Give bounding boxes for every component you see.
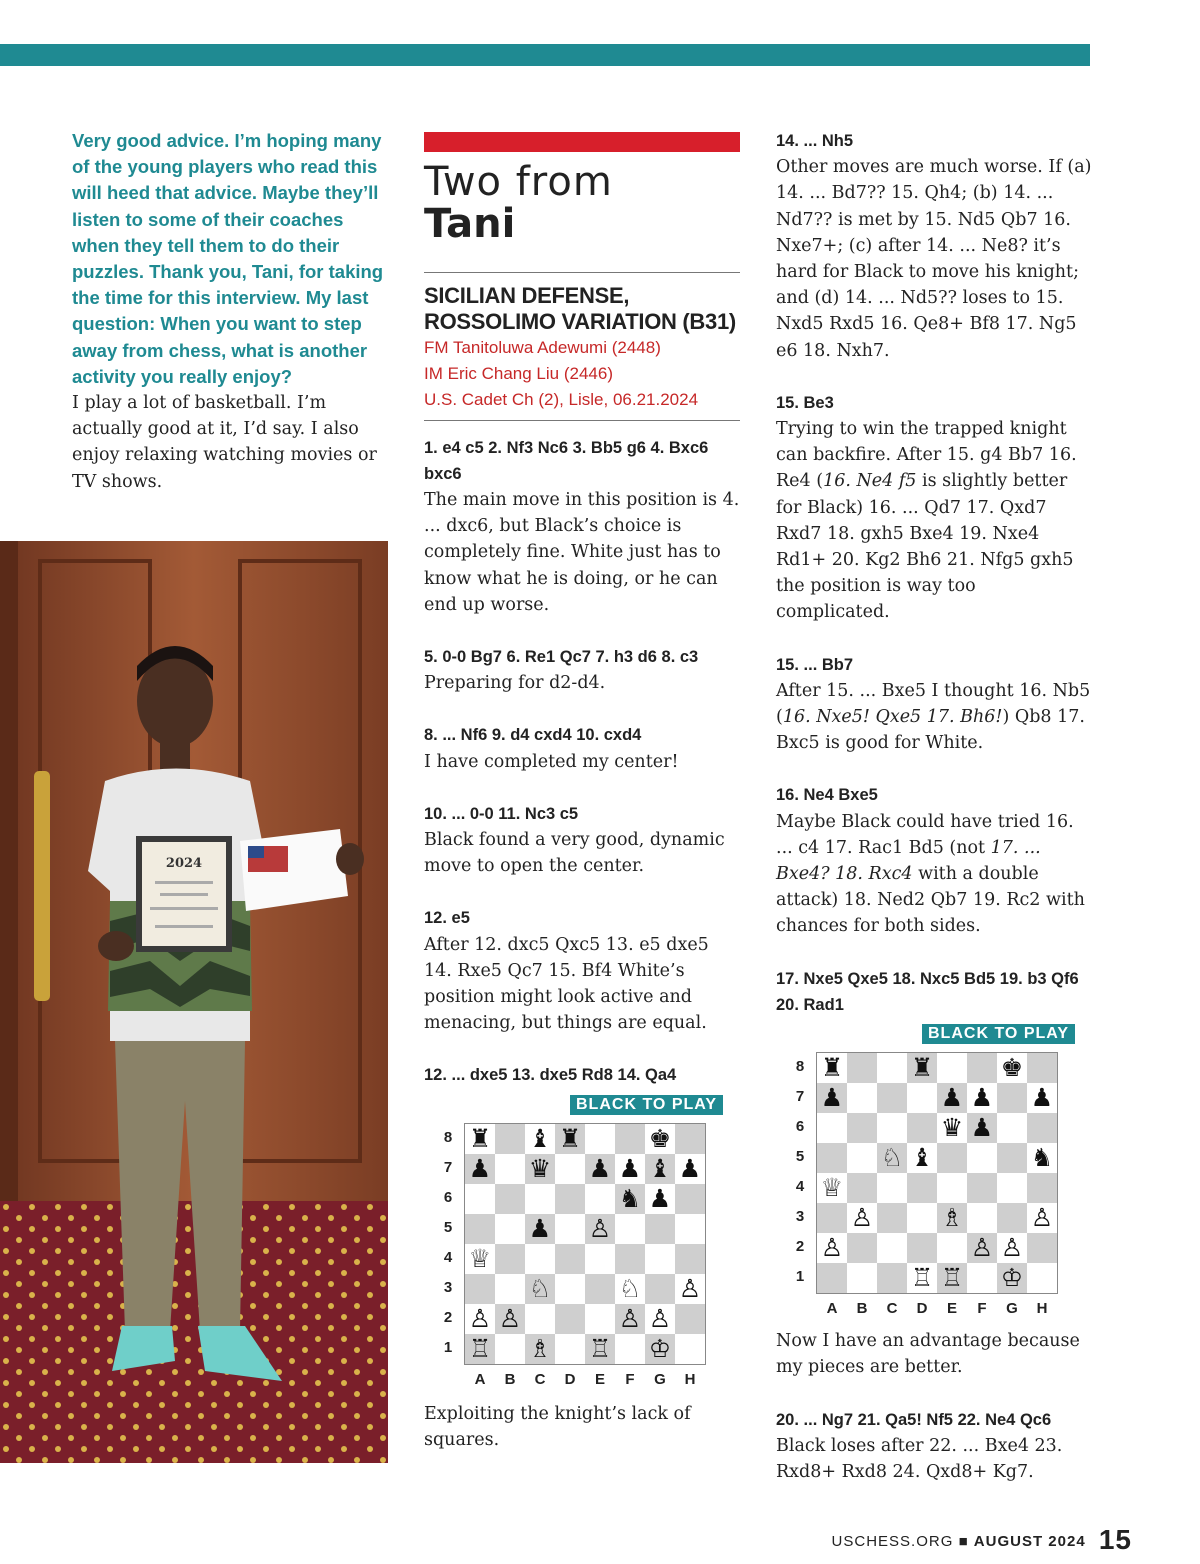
file-label: G (1006, 1300, 1018, 1318)
square-b2 (847, 1233, 877, 1263)
square-c3 (525, 1274, 555, 1304)
chess-piece-icon: ♝ (648, 1153, 672, 1183)
square-a4 (465, 1244, 495, 1274)
rank-label: 4 (795, 1178, 805, 1196)
chess-piece-icon: ♕ (468, 1243, 492, 1273)
chess-piece-icon: ♜ (910, 1053, 934, 1083)
square-d3 (555, 1274, 585, 1304)
square-h5 (1027, 1143, 1057, 1173)
chess-piece-icon: ♙ (1030, 1203, 1054, 1233)
square-h6 (675, 1184, 705, 1214)
annotation-italic: 16. Nxe5! Qxe5 17. Bh6! (782, 707, 1003, 728)
square-h4 (675, 1244, 705, 1274)
rank-label: 4 (443, 1248, 453, 1266)
chessboard (464, 1123, 706, 1365)
square-h3 (675, 1274, 705, 1304)
square-a3 (817, 1203, 847, 1233)
square-d2 (907, 1233, 937, 1263)
chess-piece-icon: ♕ (820, 1173, 844, 1203)
chess-piece-icon: ♗ (528, 1333, 552, 1363)
square-a3 (465, 1274, 495, 1304)
rank-label: 5 (795, 1148, 805, 1166)
annotation: Exploiting the knight’s lack of squares. (424, 1403, 691, 1450)
file-label: F (977, 1300, 987, 1318)
square-e8 (585, 1124, 615, 1154)
opening-name-line2: ROSSOLIMO VARIATION (B31) (424, 309, 736, 334)
rank-label: 1 (443, 1338, 453, 1356)
rank-label: 7 (795, 1088, 805, 1106)
square-h2 (1027, 1233, 1057, 1263)
square-f7 (615, 1154, 645, 1184)
annotation-italic: 17. ... Bxe4? 18. Rxc4 (776, 837, 1041, 885)
chess-piece-icon: ♟ (820, 1083, 844, 1113)
chess-piece-icon: ♝ (528, 1123, 552, 1153)
annotation: Preparing for d2-d4. (424, 673, 606, 694)
square-b3 (847, 1203, 877, 1233)
chess-piece-icon: ♛ (940, 1113, 964, 1143)
square-e8 (937, 1053, 967, 1083)
file-label: E (946, 1300, 957, 1318)
interview-answer: I play a lot of basketball. I’m actually good at it, I’d say. I also enjoy relaxing watching movies or TV shows. (72, 393, 377, 492)
square-g1 (997, 1263, 1027, 1293)
square-c1 (525, 1334, 555, 1364)
chess-piece-icon: ♙ (468, 1303, 492, 1333)
square-e7 (585, 1154, 615, 1184)
top-accent-bar (0, 44, 1090, 66)
chess-piece-icon: ♙ (498, 1303, 522, 1333)
square-c4 (525, 1244, 555, 1274)
annotation-text: with a double attack) 18. Ned2 Qb7 19. Rc2 with chances for both sides. (776, 864, 1085, 937)
square-e2 (937, 1233, 967, 1263)
annotation: Black found a very good, dynamic move to open the center. (424, 830, 725, 877)
photo-illustration (0, 541, 388, 1463)
rank-label: 8 (795, 1058, 805, 1076)
square-d1 (907, 1263, 937, 1293)
moves: 14. ... Nh5 (776, 132, 854, 150)
chess-piece-icon: ♝ (910, 1143, 934, 1173)
photo-tani (0, 541, 388, 1463)
square-h8 (675, 1124, 705, 1154)
square-c6 (877, 1113, 907, 1143)
chess-piece-icon: ♜ (820, 1053, 844, 1083)
square-b1 (495, 1334, 525, 1364)
annotation: After 12. dxc5 Qxc5 13. e5 dxe5 14. Rxe5 Qc7 15. Bf4 White’s position might look active and menacing, but things are equal. (424, 934, 709, 1034)
square-b6 (495, 1184, 525, 1214)
chess-piece-icon: ♔ (648, 1333, 672, 1363)
square-f4 (615, 1244, 645, 1274)
right-column (776, 128, 1094, 1485)
square-c2 (525, 1304, 555, 1334)
rank-label: 2 (795, 1238, 805, 1256)
square-e3 (937, 1203, 967, 1233)
square-c2 (877, 1233, 907, 1263)
annotation: Other moves are much worse. If (a) 14. ... Bd7?? 15. Qh4; (b) 14. ... Nd7?? is met by 15. Nd5 Qb7 16. Nxe7+; (c) after 14. ... Ne8? it’s hard for Black to move his knight; and (d) 14. ... Nd5?? loses to 15. Nxd5 Rxd5 16. Qe8+ Bf8 17. Ng5 e6 18. Nxh7. (776, 157, 1092, 361)
square-e1 (585, 1334, 615, 1364)
square-b7 (847, 1083, 877, 1113)
square-h4 (1027, 1173, 1057, 1203)
page-number: 15 (1098, 1524, 1132, 1555)
chess-piece-icon: ♜ (468, 1123, 492, 1153)
chess-piece-icon: ♗ (940, 1203, 964, 1233)
square-e3 (585, 1274, 615, 1304)
square-d5 (555, 1214, 585, 1244)
chess-diagram-1 (424, 1089, 742, 1401)
chess-piece-icon: ♟ (1030, 1083, 1054, 1113)
chessboard (816, 1052, 1058, 1294)
square-h1 (1027, 1263, 1057, 1293)
footer-issue: AUGUST 2024 (973, 1533, 1086, 1550)
annotation: I have completed my center! (424, 751, 679, 772)
rank-label: 6 (443, 1188, 453, 1206)
annotation: Black loses after 22. ... Bxe4 23. Rxd8+ Rxd8 24. Qxd8+ Kg7. (776, 1435, 1063, 1482)
square-g8 (997, 1053, 1027, 1083)
middle-column (424, 132, 742, 1453)
square-g1 (645, 1334, 675, 1364)
white-player: FM Tanitoluwa Adewumi (2448) (424, 338, 661, 357)
square-d3 (907, 1203, 937, 1233)
file-label: C (886, 1300, 898, 1318)
left-column (72, 128, 390, 495)
square-f6 (615, 1184, 645, 1214)
rank-label: 7 (443, 1158, 453, 1176)
rank-label: 8 (443, 1128, 453, 1146)
square-f2 (615, 1304, 645, 1334)
square-b1 (847, 1263, 877, 1293)
square-e1 (937, 1263, 967, 1293)
square-f3 (615, 1274, 645, 1304)
moves: 8. ... Nf6 9. d4 cxd4 10. cxd4 (424, 726, 642, 745)
file-label: E (594, 1370, 605, 1388)
file-label: A (474, 1370, 486, 1388)
square-e5 (937, 1143, 967, 1173)
square-h5 (675, 1214, 705, 1244)
square-h7 (1027, 1083, 1057, 1113)
annotation-text: Trying to win the trapped knight can backfire. After 15. g4 Bb7 16. Re4 ( (776, 419, 1077, 492)
chess-piece-icon: ♟ (970, 1113, 994, 1143)
moves: 20. ... Ng7 21. Qa5! Nf5 22. Ne4 Qc6 (776, 1410, 1052, 1429)
square-c7 (877, 1083, 907, 1113)
divider (424, 272, 740, 273)
square-e6 (937, 1113, 967, 1143)
square-b7 (495, 1154, 525, 1184)
square-b5 (847, 1143, 877, 1173)
square-d7 (555, 1154, 585, 1184)
moves: 5. 0-0 Bg7 6. Re1 Qc7 7. h3 d6 8. c3 (424, 648, 699, 667)
square-h3 (1027, 1203, 1057, 1233)
annotation-text: is slightly better for Black) 16. ... Qd7 17. Qxd7 Rxd7 18. gxh5 Bxe4 19. Nxe4 Rd1+ 20. Kg2 Bh6 21. Nfg5 gxh5 the position is way too complicated. (776, 471, 1074, 623)
square-a2 (465, 1304, 495, 1334)
square-g3 (645, 1274, 675, 1304)
square-d6 (907, 1113, 937, 1143)
square-d1 (555, 1334, 585, 1364)
chess-piece-icon: ♙ (970, 1233, 994, 1263)
square-e4 (585, 1244, 615, 1274)
chess-piece-icon: ♟ (618, 1153, 642, 1183)
black-to-play-label: BLACK TO PLAY (570, 1095, 723, 1115)
chess-piece-icon: ♖ (940, 1263, 964, 1293)
square-a7 (817, 1083, 847, 1113)
square-h8 (1027, 1053, 1057, 1083)
annotation: Now I have an advantage because my pieces are better. (776, 1331, 1080, 1378)
square-g7 (997, 1083, 1027, 1113)
moves: 1. e4 c5 2. Nf3 Nc6 3. Bb5 g6 4. Bxc6 bxc6 (424, 438, 709, 483)
square-f5 (615, 1214, 645, 1244)
square-f3 (967, 1203, 997, 1233)
annotation-text: Maybe Black could have tried 16. ... c4 17. Rac1 Bd5 (not (776, 811, 1074, 858)
chess-piece-icon: ♙ (678, 1273, 702, 1303)
square-c8 (525, 1124, 555, 1154)
file-label: B (504, 1370, 516, 1388)
chess-piece-icon: ♛ (528, 1153, 552, 1183)
square-e2 (585, 1304, 615, 1334)
chess-piece-icon: ♘ (528, 1273, 552, 1303)
square-b8 (847, 1053, 877, 1083)
chess-piece-icon: ♟ (648, 1183, 672, 1213)
moves: 10. ... 0-0 11. Nc3 c5 (424, 804, 579, 823)
file-label: A (826, 1300, 838, 1318)
square-d7 (907, 1083, 937, 1113)
interview-question: Very good advice. I’m hoping many of the young players who read this will heed that advice. Maybe they’ll listen to some of their coaches when they tell them to do their puzzles. Thank you, Tani, for taking the time for this interview. My last question: When you want to step away from chess, what is another activity you really enjoy? (72, 130, 384, 387)
rank-label: 3 (795, 1208, 805, 1226)
square-g6 (997, 1113, 1027, 1143)
square-a5 (817, 1143, 847, 1173)
article-title-line2: Tani (424, 201, 516, 247)
annotation (776, 416, 1094, 626)
square-e6 (585, 1184, 615, 1214)
file-label: H (684, 1370, 696, 1388)
square-c5 (525, 1214, 555, 1244)
square-b2 (495, 1304, 525, 1334)
square-d5 (907, 1143, 937, 1173)
square-g5 (997, 1143, 1027, 1173)
file-label: G (654, 1370, 666, 1388)
chess-piece-icon: ♖ (910, 1263, 934, 1293)
square-h1 (675, 1334, 705, 1364)
chess-piece-icon: ♙ (618, 1303, 642, 1333)
square-d2 (555, 1304, 585, 1334)
square-a1 (465, 1334, 495, 1364)
square-f7 (967, 1083, 997, 1113)
square-g6 (645, 1184, 675, 1214)
black-to-play-label: BLACK TO PLAY (922, 1024, 1075, 1044)
square-b4 (847, 1173, 877, 1203)
file-label: B (856, 1300, 868, 1318)
article-title-line1: Two from (424, 159, 613, 205)
plaque-year: 2024 (165, 856, 203, 871)
square-g2 (997, 1233, 1027, 1263)
square-f1 (967, 1263, 997, 1293)
square-g2 (645, 1304, 675, 1334)
square-g4 (645, 1244, 675, 1274)
chess-piece-icon: ♙ (588, 1213, 612, 1243)
square-a6 (465, 1184, 495, 1214)
square-g3 (997, 1203, 1027, 1233)
chess-diagram-2 (776, 1018, 1094, 1328)
square-b8 (495, 1124, 525, 1154)
square-c5 (877, 1143, 907, 1173)
chess-piece-icon: ♚ (648, 1123, 672, 1153)
square-b5 (495, 1214, 525, 1244)
square-f2 (967, 1233, 997, 1263)
opening-name-line1: SICILIAN DEFENSE, (424, 283, 630, 308)
square-d4 (907, 1173, 937, 1203)
annotation: The main move in this position is 4. ... dxc6, but Black’s choice is completely fine. White just has to know what he is doing, or he can end up worse. (424, 490, 740, 615)
chess-piece-icon: ♞ (618, 1183, 642, 1213)
chess-piece-icon: ♚ (1000, 1053, 1024, 1083)
rank-label: 3 (443, 1278, 453, 1296)
chess-piece-icon: ♟ (678, 1153, 702, 1183)
rank-label: 1 (795, 1268, 805, 1286)
footer-site: USCHESS.ORG (831, 1533, 954, 1550)
square-e7 (937, 1083, 967, 1113)
moves: 15. ... Bb7 (776, 655, 854, 674)
moves: 12. ... dxe5 13. dxe5 Rd8 14. Qa4 (424, 1066, 677, 1085)
annotation (776, 678, 1094, 757)
chess-piece-icon: ♙ (648, 1303, 672, 1333)
chess-piece-icon: ♙ (850, 1203, 874, 1233)
chess-piece-icon: ♔ (1000, 1263, 1024, 1293)
square-b4 (495, 1244, 525, 1274)
chess-piece-icon: ♟ (970, 1083, 994, 1113)
rank-label: 6 (795, 1118, 805, 1136)
square-f4 (967, 1173, 997, 1203)
square-g5 (645, 1214, 675, 1244)
chess-piece-icon: ♙ (820, 1233, 844, 1263)
square-c1 (877, 1263, 907, 1293)
chess-piece-icon: ♖ (468, 1333, 492, 1363)
black-player: IM Eric Chang Liu (2446) (424, 364, 613, 384)
moves: 15. Be3 (776, 393, 834, 412)
square-a2 (817, 1233, 847, 1263)
chess-piece-icon: ♟ (588, 1153, 612, 1183)
moves: 12. e5 (424, 909, 470, 928)
square-a1 (817, 1263, 847, 1293)
square-a4 (817, 1173, 847, 1203)
file-label: C (534, 1370, 546, 1388)
square-c4 (877, 1173, 907, 1203)
square-b6 (847, 1113, 877, 1143)
rank-label: 2 (443, 1308, 453, 1326)
square-c7 (525, 1154, 555, 1184)
file-label: H (1036, 1300, 1048, 1318)
square-h6 (1027, 1113, 1057, 1143)
square-h7 (675, 1154, 705, 1184)
title-accent-bar (424, 132, 740, 152)
chess-piece-icon: ♞ (1030, 1143, 1054, 1173)
square-d4 (555, 1244, 585, 1274)
moves: 17. Nxe5 Qxe5 18. Nxc5 Bd5 19. b3 Qf6 20. Rad1 (776, 969, 1079, 1014)
square-e5 (585, 1214, 615, 1244)
square-h2 (675, 1304, 705, 1334)
square-f1 (615, 1334, 645, 1364)
square-f8 (615, 1124, 645, 1154)
event-info: U.S. Cadet Ch (2), Lisle, 06.21.2024 (424, 390, 699, 410)
square-a8 (465, 1124, 495, 1154)
page-footer (832, 1524, 1132, 1556)
square-a7 (465, 1154, 495, 1184)
chess-piece-icon: ♙ (1000, 1233, 1024, 1263)
square-c8 (877, 1053, 907, 1083)
square-a8 (817, 1053, 847, 1083)
divider (424, 420, 740, 421)
chess-piece-icon: ♖ (588, 1333, 612, 1363)
chess-piece-icon: ♟ (940, 1083, 964, 1113)
file-label: D (564, 1370, 576, 1388)
chess-piece-icon: ♜ (558, 1123, 582, 1153)
square-b3 (495, 1274, 525, 1304)
square-g8 (645, 1124, 675, 1154)
square-a5 (465, 1214, 495, 1244)
annotation-italic: 16. Ne4 f5 (823, 471, 917, 492)
square-c6 (525, 1184, 555, 1214)
square-d8 (907, 1053, 937, 1083)
square-g7 (645, 1154, 675, 1184)
file-label: D (916, 1300, 928, 1318)
square-f8 (967, 1053, 997, 1083)
square-d8 (555, 1124, 585, 1154)
square-g4 (997, 1173, 1027, 1203)
moves: 16. Ne4 Bxe5 (776, 786, 878, 805)
square-e4 (937, 1173, 967, 1203)
rank-label: 5 (443, 1218, 453, 1236)
chess-piece-icon: ♘ (880, 1143, 904, 1173)
annotation-text: After 15. ... Bxe5 I thought 16. Nb5 ( (776, 680, 1091, 728)
square-a6 (817, 1113, 847, 1143)
chess-piece-icon: ♟ (528, 1213, 552, 1243)
chess-piece-icon: ♟ (468, 1153, 492, 1183)
square-c3 (877, 1203, 907, 1233)
chess-piece-icon: ♘ (618, 1273, 642, 1303)
file-label: F (625, 1370, 635, 1388)
footer-separator: ■ (958, 1533, 969, 1550)
annotation (776, 809, 1094, 940)
square-d6 (555, 1184, 585, 1214)
square-f5 (967, 1143, 997, 1173)
square-f6 (967, 1113, 997, 1143)
annotation-text: ) Qb8 17. Bxc5 is good for White. (776, 707, 1085, 754)
